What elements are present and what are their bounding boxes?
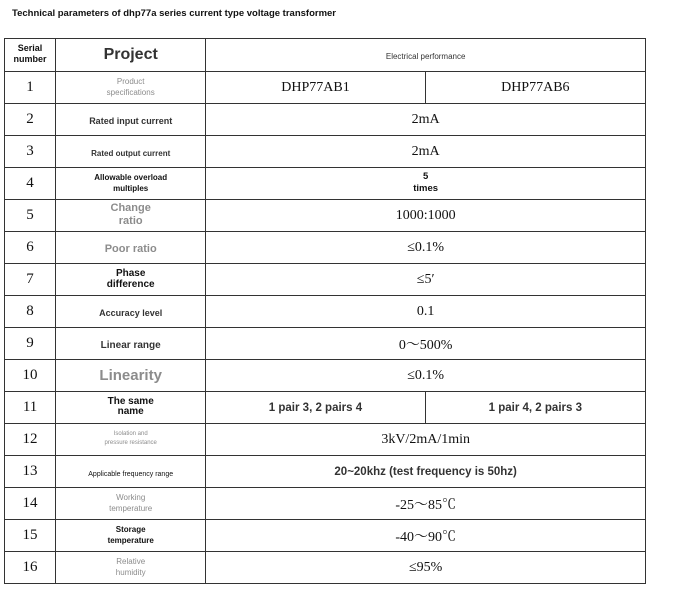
table-row [5,232,646,264]
header-serial-line2: number [13,54,47,64]
row-label-line1: Linearity [99,366,162,384]
row-label [56,136,206,168]
table-row [5,168,646,200]
row-value: ≤5′ [206,264,646,296]
row-value [206,168,646,200]
row-label [56,264,206,296]
row-value-a: DHP77AB1 [206,72,425,104]
row-value: -40～90℃ [206,520,646,552]
row-label-line1: Accuracy level [99,307,163,318]
row-label [56,456,206,488]
row-label-line1: Linear range [100,339,161,351]
row-label-line1: Storage [115,524,146,534]
row-label-line2: difference [106,278,155,290]
row-value-b: DHP77AB6 [425,72,645,104]
row-label-line2: pressure resistance [104,440,157,446]
row-label [56,328,206,360]
row-label-line2: ratio [118,215,143,227]
table-header-row [5,39,646,72]
row-label-line1: Rated output current [91,148,171,158]
row-label [56,424,206,456]
header-project [56,39,206,72]
row-label-line2: temperature [109,503,153,513]
parameters-table [4,38,646,584]
header-electrical-performance [206,39,646,72]
row-label [56,104,206,136]
row-label [56,360,206,392]
table-row [5,328,646,360]
row-value-a: 1 pair 3, 2 pairs 4 [206,392,425,424]
row-label-line1: Working [116,492,146,502]
row-label [56,168,206,200]
row-value: 2mA [206,136,646,168]
table-row [5,200,646,232]
row-number: 6 [5,232,56,264]
row-value: 3kV/2mA/1min [206,424,646,456]
row-number: 4 [5,168,56,200]
row-value-b: 1 pair 4, 2 pairs 3 [425,392,645,424]
row-value: 0～500% [206,328,646,360]
row-number: 14 [5,488,56,520]
table-row [5,360,646,392]
row-number: 5 [5,200,56,232]
row-label-line1: Isolation and [113,431,148,437]
row-number: 11 [5,392,56,424]
table-row [5,104,646,136]
row-label [56,200,206,232]
row-label-line1: Change [110,202,151,214]
row-label-line2: humidity [115,567,146,577]
row-label-line1: Allowable overload [94,172,168,182]
row-value: ≤95% [206,552,646,584]
row-label-line2: temperature [107,535,154,545]
row-value: 1000:1000 [206,200,646,232]
row-value: 20~20khz (test frequency is 50hz) [206,456,646,488]
header-serial-line1: Serial [17,43,43,53]
row-number: 8 [5,296,56,328]
row-value: 0.1 [206,296,646,328]
row-number: 2 [5,104,56,136]
row-number: 16 [5,552,56,584]
row-label-line2: name [117,405,144,417]
row-label-line1: Rated input current [89,115,173,126]
row-number: 10 [5,360,56,392]
row-value: ≤0.1% [206,360,646,392]
row-number: 1 [5,72,56,104]
row-label [56,296,206,328]
page-title: Technical parameters of dhp77a series current type voltage transformer [12,8,336,19]
row-value: ≤0.1% [206,232,646,264]
row-number: 7 [5,264,56,296]
row-label-line2: specifications [106,87,155,97]
table-row [5,264,646,296]
table-row [5,456,646,488]
table-row [5,552,646,584]
row-label-line1: Product [116,76,145,86]
row-label [56,552,206,584]
row-label-line1: Applicable frequency range [88,470,174,478]
row-label-line1: Poor ratio [104,242,157,255]
header-performance-label: Electrical performance [385,52,466,61]
header-project-label: Project [103,46,158,63]
header-serial-number [5,39,56,72]
row-label [56,392,206,424]
table-row [5,424,646,456]
table-row [5,136,646,168]
table-row [5,392,646,424]
table-row [5,72,646,104]
row-label-line1: Relative [116,556,146,566]
row-number: 13 [5,456,56,488]
row-label [56,232,206,264]
row-number: 9 [5,328,56,360]
row-value: 2mA [206,104,646,136]
row-number: 3 [5,136,56,168]
table-row [5,296,646,328]
row-label [56,520,206,552]
row-value: -25～85℃ [206,488,646,520]
table-row [5,520,646,552]
table-row [5,488,646,520]
row-number: 12 [5,424,56,456]
row-label-line2: multiples [113,183,149,193]
row-label-line1: The same [107,395,154,407]
row-label-line1: Phase [115,267,146,279]
row-value-line2: times [413,183,439,194]
row-label [56,488,206,520]
row-label [56,72,206,104]
row-number: 15 [5,520,56,552]
row-value-line1: 5 [423,171,429,182]
